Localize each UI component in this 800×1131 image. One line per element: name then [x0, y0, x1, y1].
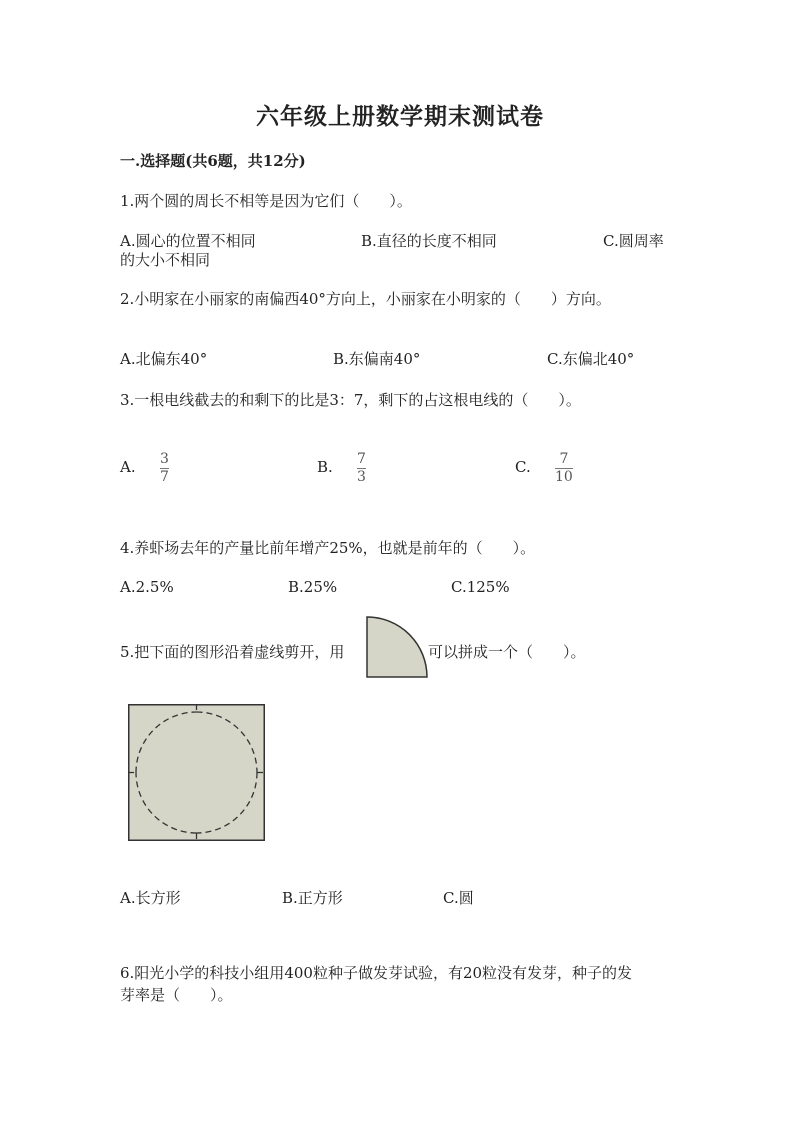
question-5-option-a: A.长方形: [120, 889, 181, 907]
question-3-option-c-label: C.: [515, 458, 531, 476]
question-2-option-b: B.东偏南40°: [333, 350, 421, 368]
question-3-text: 3.一根电线截去的和剩下的比是3：7，剩下的占这根电线的（ ）。: [120, 391, 581, 409]
fraction-denominator: 10: [555, 469, 573, 485]
fraction-numerator: 7: [559, 451, 569, 467]
question-1-text: 1.两个圆的周长不相等是因为它们（ ）。: [120, 192, 412, 210]
question-3-option-c-fraction: [555, 452, 573, 485]
question-5-text-before: 5.把下面的图形沿着虚线剪开，用: [120, 643, 345, 661]
question-1-option-c-continued: 的大小不相同: [120, 251, 211, 269]
fraction-numerator: 3: [160, 451, 169, 467]
question-3-option-a-fraction: [160, 452, 169, 485]
question-3-option-a-label: A.: [120, 458, 136, 476]
question-4-option-a: A.2.5%: [120, 578, 174, 596]
page-title: 六年级上册数学期末测试卷: [256, 103, 544, 130]
fraction-denominator: 7: [160, 469, 169, 485]
question-5-option-c: C.圆: [443, 889, 474, 907]
section-heading: 一.选择题(共6题，共12分): [120, 152, 306, 170]
question-2-option-a: A.北偏东40°: [120, 350, 208, 368]
question-5-option-b: B.正方形: [282, 889, 343, 907]
fraction-numerator: 7: [357, 451, 366, 467]
question-6-text-line-1: 6.阳光小学的科技小组用400粒种子做发芽试验，有20粒没有发芽，种子的发: [120, 964, 633, 982]
fraction-denominator: 3: [357, 469, 366, 485]
question-4-option-c: C.125%: [451, 578, 510, 596]
question-5-text-after: 可以拼成一个（ ）。: [428, 643, 586, 661]
question-4-option-b: B.25%: [288, 578, 338, 596]
question-2-text: 2.小明家在小丽家的南偏西40°方向上，小丽家在小明家的（ ）方向。: [120, 290, 611, 308]
square-dashed-cut-figure: [128, 704, 265, 841]
quarter-circle-figure: [366, 616, 428, 678]
question-4-text: 4.养虾场去年的产量比前年增产25%，也就是前年的（ ）。: [120, 539, 536, 557]
question-1-option-c: C.圆周率: [603, 232, 664, 250]
question-3-option-b-label: B.: [317, 458, 333, 476]
question-1-option-b: B.直径的长度不相同: [361, 232, 497, 250]
question-2-option-c: C.东偏北40°: [547, 350, 635, 368]
question-1-option-a: A.圆心的位置不相同: [120, 232, 256, 250]
question-3-option-b-fraction: [357, 452, 366, 485]
question-6-text-line-2: 芽率是（ ）。: [120, 986, 233, 1004]
